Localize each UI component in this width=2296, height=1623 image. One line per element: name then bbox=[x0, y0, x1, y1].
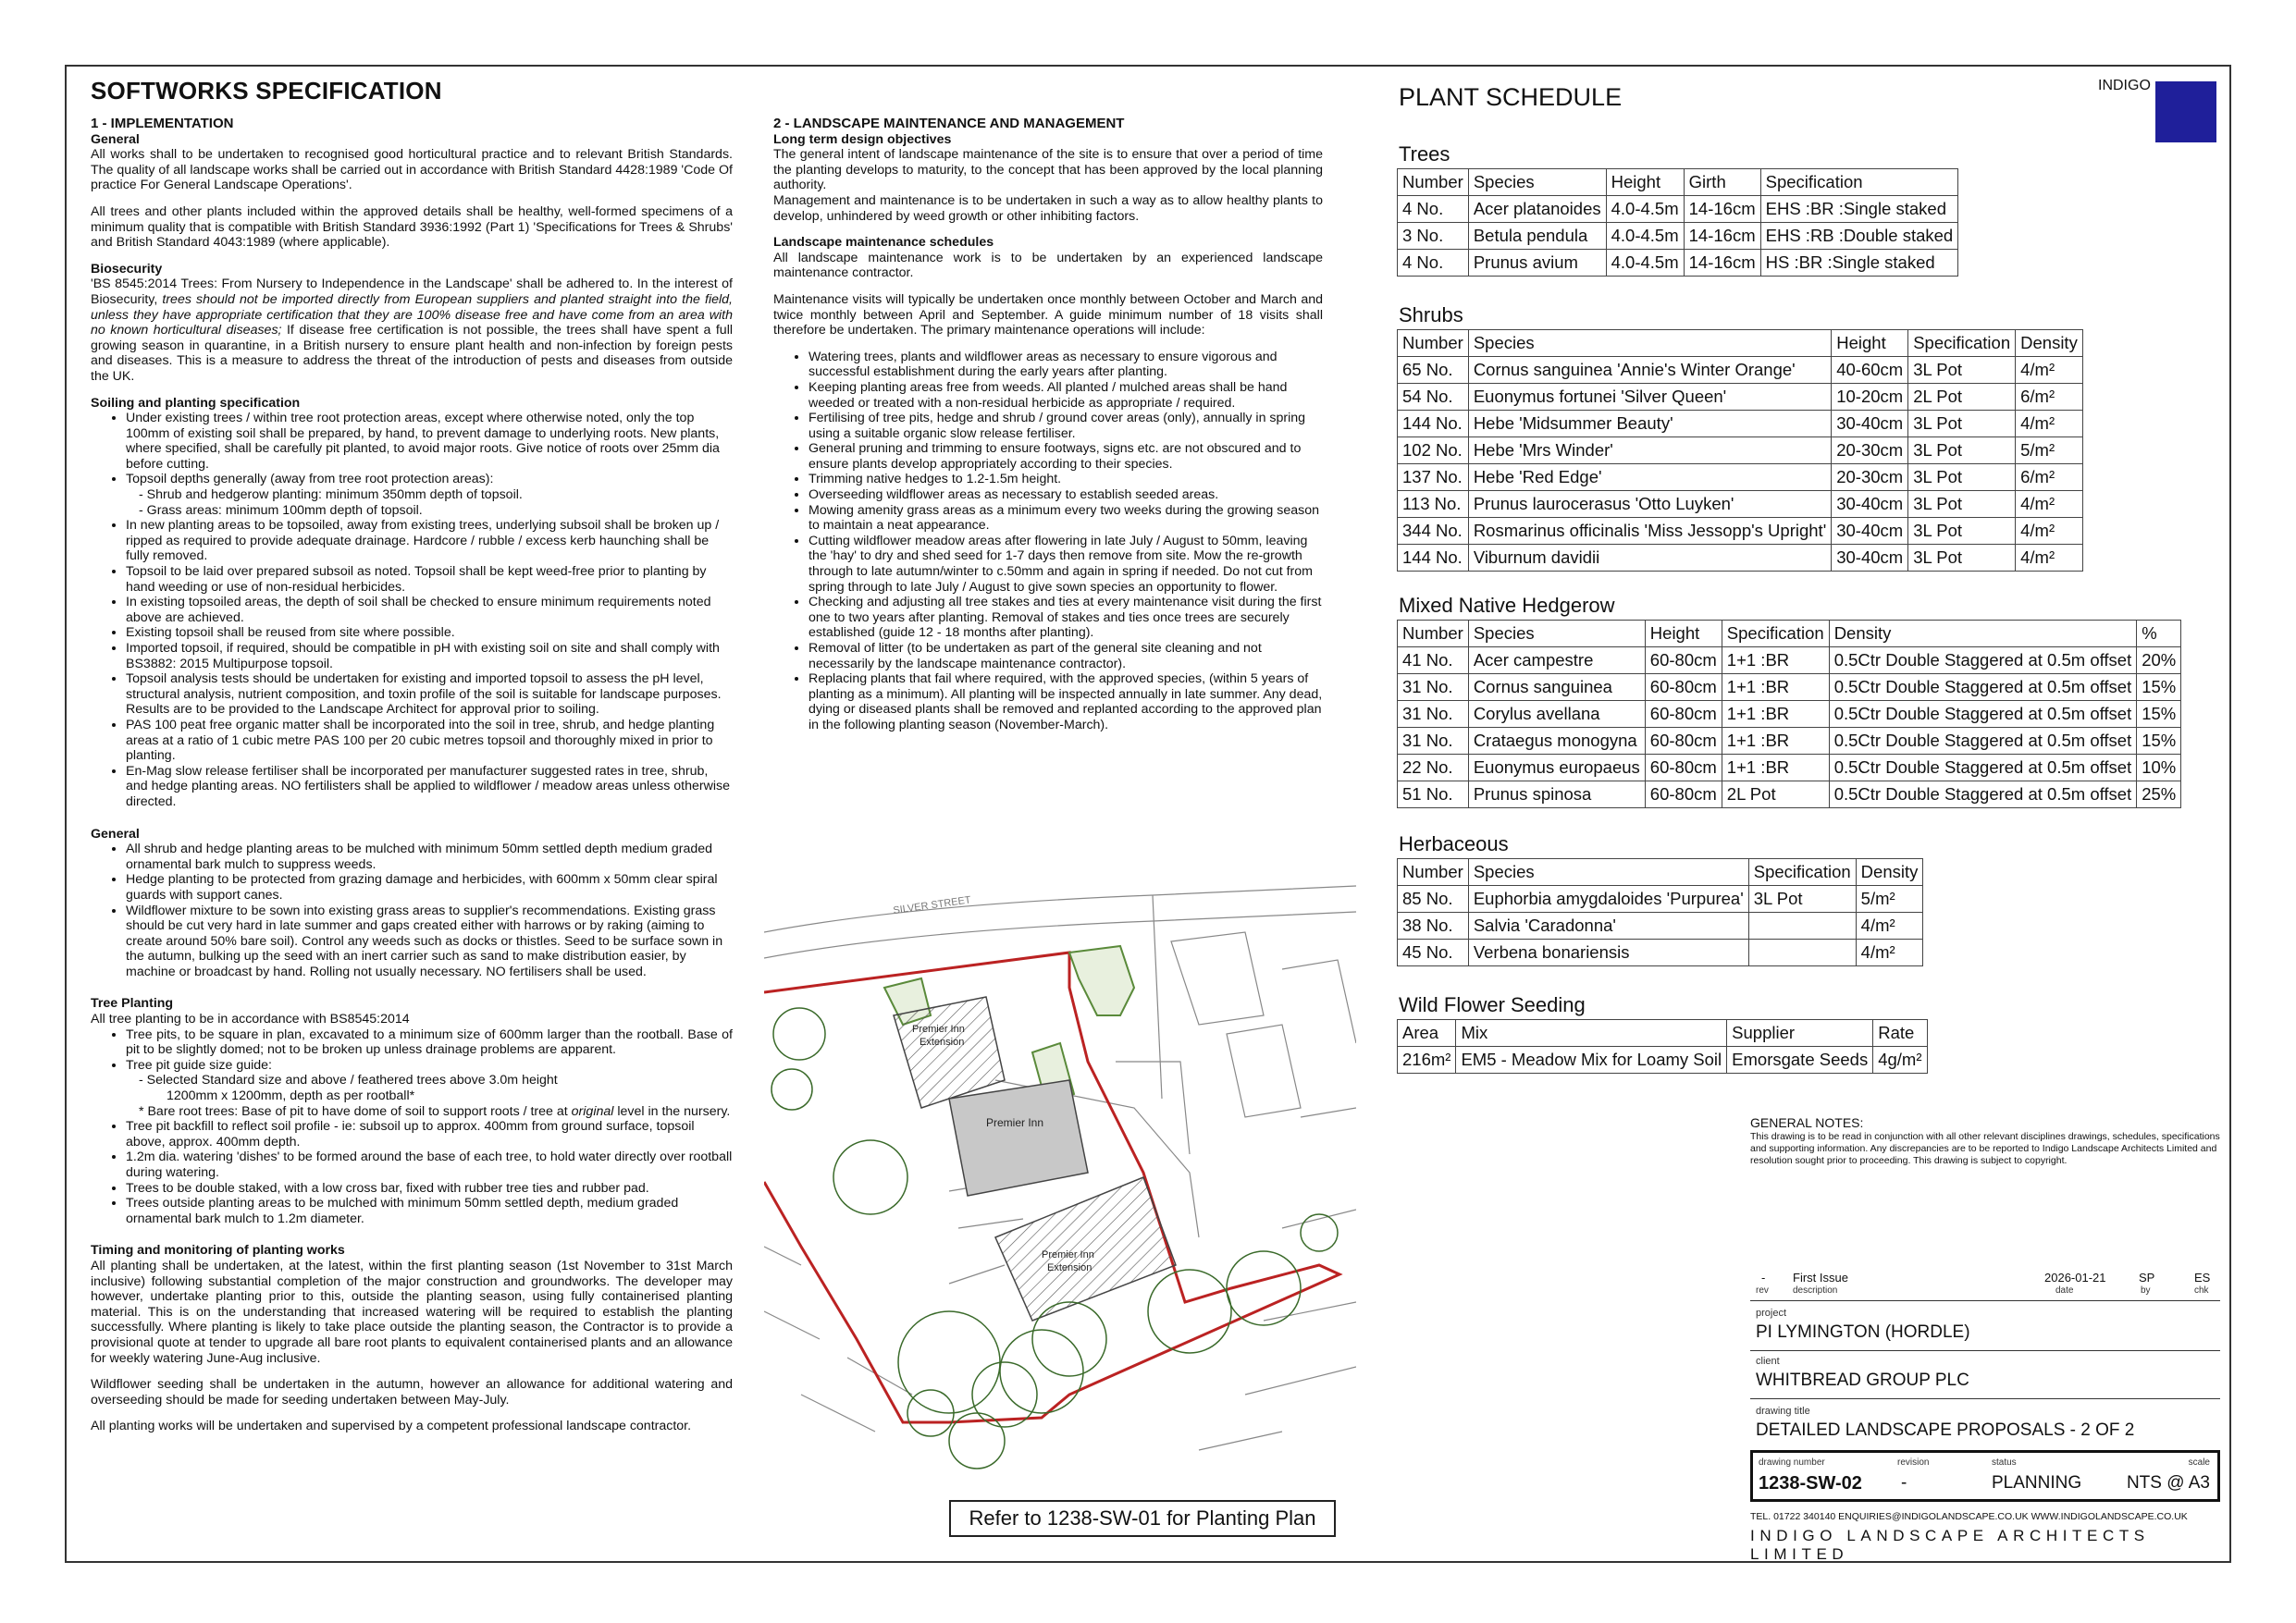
contact-line: TEL. 01722 340140 ENQUIRIES@INDIGOLANDSCAPE.CO.UK WWW.INDIGOLANDSCAPE.CO.UK bbox=[1750, 1511, 2188, 1522]
maintenance-paragraph-2: Maintenance visits will typically be undertaken once monthly between October and March and twice monthly between April and September. A guide minimum number of 18 visits shall therefore be undertaken. The primary maintenance operations will include: bbox=[773, 291, 1323, 338]
table-cell: 4/m² bbox=[2016, 491, 2083, 518]
table-cell: Area bbox=[1398, 1020, 1456, 1047]
table-cell: Species bbox=[1468, 169, 1606, 196]
table-cell: 4/m² bbox=[2016, 545, 2083, 572]
list-item: • Topsoil depths generally (away from tree root protection areas): - Shrub and hedgerow planting: minimum 350mm depth of topsoil. - Grass areas: minimum 100mm depth of topsoil. bbox=[126, 472, 733, 518]
table-row bbox=[1398, 357, 2083, 384]
hedgerow-title: Mixed Native Hedgerow bbox=[1399, 594, 1615, 617]
table-cell: 31 No. bbox=[1398, 701, 1469, 728]
table-cell: 4/m² bbox=[1856, 940, 1923, 966]
heading-maintenance-schedules: Landscape maintenance schedules bbox=[773, 235, 994, 251]
list-item: • Keeping planting areas free from weeds. All planted / mulched areas shall be hand weeded or treated with a non-residual herbicide as appropriate / required. bbox=[809, 380, 1323, 411]
table-cell: 85 No. bbox=[1398, 886, 1469, 913]
table-cell: 1+1 :BR bbox=[1722, 755, 1829, 781]
general-notes bbox=[1750, 1117, 2220, 1167]
table-cell: 60-80cm bbox=[1645, 647, 1722, 674]
table-row bbox=[1398, 728, 2181, 755]
trees-title: Trees bbox=[1399, 142, 1450, 166]
table-cell: Specification bbox=[1722, 621, 1829, 647]
table-cell: 20-30cm bbox=[1832, 464, 1908, 491]
heading-tree-planting: Tree Planting bbox=[91, 996, 174, 1012]
table-row bbox=[1398, 940, 1923, 966]
list-item: • Imported topsoil, if required, should be compatible in pH with existing soil on site and shall comply with BS3882: 2015 Multipurpose topsoil. bbox=[126, 641, 733, 671]
table-header-row bbox=[1398, 169, 1958, 196]
table-cell: 22 No. bbox=[1398, 755, 1469, 781]
shrubs-title: Shrubs bbox=[1399, 303, 1463, 326]
table-cell: Density bbox=[2016, 330, 2083, 357]
list-item: • PAS 100 peat free organic matter shall be incorporated into the soil in tree, shrub, and hedge planting areas at a ratio of 1 cubic metre PAS 100 per 20 cubic metres topsoil and thoroughly mixed in prior to planting. bbox=[126, 718, 733, 764]
timing-paragraph-2: Wildflower seeding shall be undertaken in the autumn, however an allowance for additional watering and overseeding should be made for seeding undertaken between May-July. bbox=[91, 1377, 733, 1408]
table-cell: 45 No. bbox=[1398, 940, 1469, 966]
table-cell: Height bbox=[1606, 169, 1684, 196]
table-cell: 0.5Ctr Double Staggered at 0.5m offset bbox=[1829, 728, 2137, 755]
general-paragraph-1: All works shall to be undertaken to recognised good horticultural practice and to relevant British Standards. The quality of all landscape works shall be carried out in accordance with British Standard 4428:1989 'Code Of practice For General Landscape Operations'. bbox=[91, 147, 733, 193]
table-cell: Hebe 'Red Edge' bbox=[1468, 464, 1831, 491]
table-cell: Cornus sanguinea 'Annie's Winter Orange' bbox=[1468, 357, 1831, 384]
heading-timing: Timing and monitoring of planting works bbox=[91, 1243, 345, 1259]
table-cell: 60-80cm bbox=[1645, 674, 1722, 701]
table-cell: Emorsgate Seeds bbox=[1727, 1047, 1873, 1074]
table-cell: Specification bbox=[1760, 169, 1958, 196]
section-heading-maintenance: 2 - LANDSCAPE MAINTENANCE AND MANAGEMENT bbox=[773, 116, 1125, 131]
table-cell: 3L Pot bbox=[1908, 437, 2016, 464]
table-cell: 60-80cm bbox=[1645, 701, 1722, 728]
timing-paragraph-3: All planting works will be undertaken and supervised by a competent professional landscape contractor. bbox=[91, 1419, 692, 1434]
table-cell: Salvia 'Caradonna' bbox=[1468, 913, 1748, 940]
building-label: Premier Inn bbox=[1042, 1249, 1094, 1260]
table-cell: Betula pendula bbox=[1468, 223, 1606, 250]
tree-list bbox=[91, 1027, 733, 1227]
table-row bbox=[1398, 701, 2181, 728]
table-cell: EHS :RB :Double staked bbox=[1760, 223, 1958, 250]
table-cell: Species bbox=[1468, 330, 1831, 357]
table-cell: 2L Pot bbox=[1722, 781, 1829, 808]
table-cell: 38 No. bbox=[1398, 913, 1469, 940]
table-cell: 25% bbox=[2137, 781, 2181, 808]
section-heading-implementation: 1 - IMPLEMENTATION bbox=[91, 116, 234, 131]
notes-heading: GENERAL NOTES: bbox=[1750, 1115, 1864, 1130]
table-cell: Verbena bonariensis bbox=[1468, 940, 1748, 966]
table-cell: 1+1 :BR bbox=[1722, 701, 1829, 728]
trees-table bbox=[1397, 168, 1958, 277]
table-row bbox=[1398, 196, 1958, 223]
table-cell: Euphorbia amygdaloides 'Purpurea' bbox=[1468, 886, 1748, 913]
list-item: • Fertilising of tree pits, hedge and shrub / ground cover areas (only), annually in spring using a suitable organic slow release fertiliser. bbox=[809, 411, 1323, 441]
list-item: • Overseeding wildflower areas as necessary to establish seeded areas. bbox=[809, 487, 1323, 503]
table-cell: Crataegus monogyna bbox=[1468, 728, 1645, 755]
site-plan bbox=[764, 877, 1356, 1487]
table-row bbox=[1398, 437, 2083, 464]
logo-square bbox=[2155, 81, 2216, 142]
table-cell: Viburnum davidii bbox=[1468, 545, 1831, 572]
table-cell: Girth bbox=[1684, 169, 1760, 196]
table-cell: 3L Pot bbox=[1748, 886, 1856, 913]
table-cell: 0.5Ctr Double Staggered at 0.5m offset bbox=[1829, 755, 2137, 781]
heading-general: General bbox=[91, 131, 140, 147]
table-cell: Height bbox=[1832, 330, 1908, 357]
table-row bbox=[1398, 674, 2181, 701]
table-cell: 1+1 :BR bbox=[1722, 728, 1829, 755]
list-item: • 1.2m dia. watering 'dishes' to be formed around the base of each tree, to hold water directly over rootball during watering. bbox=[126, 1150, 733, 1180]
table-cell: 1+1 :BR bbox=[1722, 647, 1829, 674]
company-name: INDIGO LANDSCAPE ARCHITECTS LIMITED bbox=[1750, 1527, 2150, 1563]
maintenance-list bbox=[773, 350, 1323, 733]
table-cell: 137 No. bbox=[1398, 464, 1469, 491]
building-label: Premier Inn bbox=[912, 1024, 965, 1035]
tree-intro: All tree planting to be in accordance with BS8545:2014 bbox=[91, 1012, 410, 1027]
table-cell: 60-80cm bbox=[1645, 728, 1722, 755]
street-label: SILVER STREET bbox=[892, 894, 972, 916]
list-item: • Topsoil analysis tests should be undertaken for existing and imported topsoil to assess the pH level, structural analysis, nutrient composition, and toxin profile of the soil is suitable for landscape purposes. Results are to be provided to the Landscape Architect for approval prior to soiling. bbox=[126, 671, 733, 718]
table-cell: 15% bbox=[2137, 674, 2181, 701]
list-item: • Checking and adjusting all tree stakes and ties at every maintenance visit during the first one to two years after planting. Removal of stakes and ties once trees are securely established (guide 12 - 18 months after planting). bbox=[809, 595, 1323, 641]
biosecurity-paragraph: 'BS 8545:2014 Trees: From Nursery to Independence in the Landscape' shall be adhered to. In the interest of Biosecurity, trees should not be imported directly from European suppliers and planted straight into the field, unless they have appropriate certification that they are 100% disease free and have come from an area with no known horticultural diseases; If disease free certification is not possible, the trees shall have spent a full growing season in quarantine, in a British nursery to ensure plant health and non-infection by foreign pests and diseases. This is a measure to address the threat of the introduction of pests and diseases from outside the UK. bbox=[91, 277, 733, 384]
table-cell: Number bbox=[1398, 330, 1469, 357]
table-cell: Species bbox=[1468, 621, 1645, 647]
table-cell: Cornus sanguinea bbox=[1468, 674, 1645, 701]
table-row bbox=[1398, 411, 2083, 437]
table-cell: 102 No. bbox=[1398, 437, 1469, 464]
table-row bbox=[1398, 886, 1923, 913]
table-cell: Height bbox=[1645, 621, 1722, 647]
table-cell: 2L Pot bbox=[1908, 384, 2016, 411]
table-cell: 4/m² bbox=[1856, 913, 1923, 940]
long-term-paragraph-1: The general intent of landscape maintenance of the site is to ensure that over a period of time the planting develops to maturity, to the concept that has been approved by the local planning authority. bbox=[773, 147, 1323, 193]
table-cell: 3L Pot bbox=[1908, 491, 2016, 518]
list-item: • General pruning and trimming to ensure footways, signs etc. are not obscured and to ensure plants develop appropriately according to their species. bbox=[809, 441, 1323, 472]
table-cell: 15% bbox=[2137, 728, 2181, 755]
table-cell: Hebe 'Midsummer Beauty' bbox=[1468, 411, 1831, 437]
table-cell: 0.5Ctr Double Staggered at 0.5m offset bbox=[1829, 647, 2137, 674]
table-cell: Mix bbox=[1456, 1020, 1727, 1047]
shrubs-table bbox=[1397, 329, 2083, 572]
table-cell: 0.5Ctr Double Staggered at 0.5m offset bbox=[1829, 701, 2137, 728]
table-header-row bbox=[1398, 330, 2083, 357]
table-cell: 0.5Ctr Double Staggered at 0.5m offset bbox=[1829, 781, 2137, 808]
maintenance-paragraph-1: All landscape maintenance work is to be undertaken by an experienced landscape maintenance contractor. bbox=[773, 250, 1323, 281]
list-item: • Tree pit guide size guide: - Selected Standard size and above / feathered trees above 3.0m height 1200mm x 1200mm, depth as per rootball* * Bare root trees: Base of pit to have dome of soil to support roots / tree at original level in the nursery. bbox=[126, 1058, 733, 1119]
table-cell: 5/m² bbox=[1856, 886, 1923, 913]
general-paragraph-2: All trees and other plants included within the approved details shall be healthy, well-formed specimens of a minimum quality that is compatible with British Standard 3936:1992 (Part 1) 'Specifications for Trees & Shrubs' and British Standard 4043:1989 (where applicable). bbox=[91, 203, 733, 251]
drawing-number-box: drawing number 1238-SW-02 revision - status PLANNING scale NTS @ A3 bbox=[1750, 1450, 2220, 1502]
list-item: • Trees to be double staked, with a low cross bar, fixed with rubber tree ties and rubber pad. bbox=[126, 1181, 733, 1197]
table-cell: Species bbox=[1468, 859, 1748, 886]
table-row bbox=[1398, 913, 1923, 940]
list-item: • Tree pits, to be square in plan, excavated to a minimum size of 600mm larger than the rootball. Base of pit to be slightly domed; not to be broken up unless drainage problems are apparent. bbox=[126, 1027, 733, 1058]
list-item: • Tree pit backfill to reflect soil profile - ie: subsoil up to approx. 400mm from ground surface, topsoil above, approx. 400mm depth. bbox=[126, 1119, 733, 1150]
table-cell: Number bbox=[1398, 169, 1469, 196]
table-cell: 31 No. bbox=[1398, 674, 1469, 701]
table-cell: 4 No. bbox=[1398, 250, 1469, 277]
list-item: • En-Mag slow release fertiliser shall be incorporated per manufacturer suggested rates in tree, shrub, and hedge planting areas. NO fertilisters shall be applied to wildflower / meadow areas unless otherwise directed. bbox=[126, 764, 733, 810]
table-row bbox=[1398, 1047, 1928, 1074]
table-cell: 14-16cm bbox=[1684, 250, 1760, 277]
revision-row: - rev First Issue description 2026-01-21 date SP by ES chk bbox=[1750, 1269, 2220, 1301]
table-cell: 216m² bbox=[1398, 1047, 1456, 1074]
table-row bbox=[1398, 464, 2083, 491]
table-header-row bbox=[1398, 1020, 1928, 1047]
table-cell: 20-30cm bbox=[1832, 437, 1908, 464]
table-cell: 3L Pot bbox=[1908, 518, 2016, 545]
list-item: • Wildflower mixture to be sown into existing grass areas to supplier's recommendations. Existing grass should be cut very hard in late summer and gaps created either with harrows or by raking (aiming to create around 50% bare soil). Control any weeds such as docks or thistles. Seed to be surface sown in the autumn, bulking up the seed with an inert carrier such as sand to make distribution easier, by machine or broadcast by hand. Rolling not usually necessary. NO fertilisers shall be used. bbox=[126, 904, 733, 980]
table-cell: Number bbox=[1398, 859, 1469, 886]
heading-biosecurity: Biosecurity bbox=[91, 261, 163, 277]
table-cell: Acer campestre bbox=[1468, 647, 1645, 674]
table-cell: 3L Pot bbox=[1908, 545, 2016, 572]
drawing-title-field: drawing title DETAILED LANDSCAPE PROPOSALS - 2 OF 2 bbox=[1756, 1406, 2135, 1440]
spec-column-1 bbox=[91, 117, 733, 1434]
table-cell: Rate bbox=[1873, 1020, 1927, 1047]
table-cell: 0.5Ctr Double Staggered at 0.5m offset bbox=[1829, 674, 2137, 701]
table-cell: Number bbox=[1398, 621, 1469, 647]
spec-title: SOFTWORKS SPECIFICATION bbox=[91, 77, 442, 105]
table-cell: 113 No. bbox=[1398, 491, 1469, 518]
hedgerow-table bbox=[1397, 620, 2181, 808]
table-cell: HS :BR :Single staked bbox=[1760, 250, 1958, 277]
table-row bbox=[1398, 755, 2181, 781]
table-cell: 40-60cm bbox=[1832, 357, 1908, 384]
table-cell: 4.0-4.5m bbox=[1606, 223, 1684, 250]
table-cell: 60-80cm bbox=[1645, 781, 1722, 808]
table-cell: 144 No. bbox=[1398, 545, 1469, 572]
soiling-list bbox=[91, 411, 733, 809]
table-cell: 30-40cm bbox=[1832, 411, 1908, 437]
table-cell: Corylus avellana bbox=[1468, 701, 1645, 728]
list-item: • Removal of litter (to be undertaken as part of the general site cleaning and not necessarily by the landscape maintenance contractor). bbox=[809, 641, 1323, 671]
table-cell: Hebe 'Mrs Winder' bbox=[1468, 437, 1831, 464]
table-cell: Prunus laurocerasus 'Otto Luyken' bbox=[1468, 491, 1831, 518]
table-header-row bbox=[1398, 621, 2181, 647]
table-cell bbox=[1748, 940, 1856, 966]
list-item: • Under existing trees / within tree root protection areas, except where otherwise noted, only the top 100mm of existing soil shall be prepared, by hand, to prevent damage to underlying roots. New plants, where specified, shall be carefully pit planted, to avoid major roots. Give notice of roots over 25mm dia before cutting. bbox=[126, 411, 733, 472]
project-field: project PI LYMINGTON (HORDLE) bbox=[1750, 1306, 2220, 1351]
wildflower-title: Wild Flower Seeding bbox=[1399, 993, 1586, 1016]
table-cell: 4/m² bbox=[2016, 411, 2083, 437]
table-cell: Density bbox=[1829, 621, 2137, 647]
table-row bbox=[1398, 384, 2083, 411]
table-cell: 15% bbox=[2137, 701, 2181, 728]
table-cell: 6/m² bbox=[2016, 464, 2083, 491]
table-cell: 4.0-4.5m bbox=[1606, 196, 1684, 223]
herbaceous-table bbox=[1397, 858, 1923, 966]
table-cell: 4/m² bbox=[2016, 518, 2083, 545]
table-cell: 10% bbox=[2137, 755, 2181, 781]
table-cell: 30-40cm bbox=[1832, 491, 1908, 518]
table-header-row bbox=[1398, 859, 1923, 886]
table-cell: Rosmarinus officinalis 'Miss Jessopp's Upright' bbox=[1468, 518, 1831, 545]
wildflower-table bbox=[1397, 1019, 1928, 1074]
heading-soiling: Soiling and planting specification bbox=[91, 395, 301, 411]
heading-general-2: General bbox=[91, 826, 140, 842]
table-cell: Density bbox=[1856, 859, 1923, 886]
table-cell: 344 No. bbox=[1398, 518, 1469, 545]
table-cell: Euonymus fortunei 'Silver Queen' bbox=[1468, 384, 1831, 411]
table-cell: 14-16cm bbox=[1684, 223, 1760, 250]
plant-schedule-title: PLANT SCHEDULE bbox=[1399, 83, 1623, 111]
table-cell: EM5 - Meadow Mix for Loamy Soil bbox=[1456, 1047, 1727, 1074]
table-row bbox=[1398, 545, 2083, 572]
table-cell: 6/m² bbox=[2016, 384, 2083, 411]
building-label: Extension bbox=[1047, 1262, 1092, 1273]
table-cell: 5/m² bbox=[2016, 437, 2083, 464]
table-cell: 1+1 :BR bbox=[1722, 674, 1829, 701]
table-row bbox=[1398, 781, 2181, 808]
table-cell: 3 No. bbox=[1398, 223, 1469, 250]
timing-paragraph-1: All planting shall be undertaken, at the latest, within the first planting season (1st November to 31st March inclusive) following substantial completion of the major construction and groundworks. The developer may however, undertake planting prior to this, outside the planting season, using fully containerised planting material. This is on the understanding that increased watering will be required to establish the planting successfully. Where planting is likely to take place outside the planting season, the Contractor is to provide a provisional quote at tender to upgrade all bare root plants to equivalent containerised plants and an allowance for weekly watering June-Aug inclusive. bbox=[91, 1258, 733, 1366]
refer-note: Refer to 1238-SW-01 for Planting Plan bbox=[949, 1500, 1336, 1537]
table-cell: 20% bbox=[2137, 647, 2181, 674]
herbaceous-title: Herbaceous bbox=[1399, 832, 1509, 855]
list-item: • Cutting wildflower meadow areas after flowering in late July / August to 50mm, leaving the 'hay' to dry and shed seed for 1-7 days then remove from site. Mow the re-growth through to late autumn/winter to c.50mm and again in spring if needed. Do not cut from spring through to late July / August to give sown species an opportunity to flower. bbox=[809, 534, 1323, 595]
table-cell: 3L Pot bbox=[1908, 464, 2016, 491]
list-item: • Topsoil to be laid over prepared subsoil as noted. Topsoil shall be kept weed-free prior to planting by hand weeding or use of non-residual herbicides. bbox=[126, 564, 733, 595]
table-cell: 14-16cm bbox=[1684, 196, 1760, 223]
table-cell: 30-40cm bbox=[1832, 518, 1908, 545]
table-cell: 4.0-4.5m bbox=[1606, 250, 1684, 277]
table-cell: 4 No. bbox=[1398, 196, 1469, 223]
building-label: Extension bbox=[920, 1037, 965, 1048]
spec-column-2 bbox=[773, 117, 1323, 733]
table-cell: 30-40cm bbox=[1832, 545, 1908, 572]
table-cell: 144 No. bbox=[1398, 411, 1469, 437]
table-cell: Prunus spinosa bbox=[1468, 781, 1645, 808]
table-cell: Prunus avium bbox=[1468, 250, 1606, 277]
list-item: • Replacing plants that fail where required, with the approved species, (within 5 years of planting as a minimum). All planting will be inspected annually in late summer. Any dead, dying or diseased plants shall be removed and replanted according to the approved plan in the following planting season (November-March). bbox=[809, 671, 1323, 732]
table-row bbox=[1398, 250, 1958, 277]
table-cell: 10-20cm bbox=[1832, 384, 1908, 411]
list-item: • Existing topsoil shall be reused from site where possible. bbox=[126, 625, 733, 641]
client-field: client WHITBREAD GROUP PLC bbox=[1750, 1354, 2220, 1399]
list-item: • Trimming native hedges to 1.2-1.5m height. bbox=[809, 472, 1323, 487]
notes-text: This drawing is to be read in conjunction with all other relevant disciplines drawings, schedules, specifications and supporting information. Any discrepancies are to be reported to Indigo Landscape Architects Limited and resolution sought prior to proceeding. This drawing is subject to copyright. bbox=[1750, 1131, 2220, 1166]
table-cell: EHS :BR :Single staked bbox=[1760, 196, 1958, 223]
table-row bbox=[1398, 518, 2083, 545]
table-cell: 4/m² bbox=[2016, 357, 2083, 384]
table-cell: % bbox=[2137, 621, 2181, 647]
heading-long-term: Long term design objectives bbox=[773, 131, 952, 147]
table-cell: Acer platanoides bbox=[1468, 196, 1606, 223]
table-cell: 31 No. bbox=[1398, 728, 1469, 755]
table-cell: Specification bbox=[1908, 330, 2016, 357]
list-item: • In existing topsoiled areas, the depth of soil shall be checked to ensure minimum requirements noted above are achieved. bbox=[126, 595, 733, 625]
table-cell: 4g/m² bbox=[1873, 1047, 1927, 1074]
table-cell: 41 No. bbox=[1398, 647, 1469, 674]
list-item: • In new planting areas to be topsoiled, away from existing trees, underlying subsoil shall be broken up / ripped as required to provide adequate drainage. Hardcore / rubble / excess kerb haunching shall be fully removed. bbox=[126, 518, 733, 564]
table-cell: 3L Pot bbox=[1908, 411, 2016, 437]
table-cell: Supplier bbox=[1727, 1020, 1873, 1047]
table-cell: 3L Pot bbox=[1908, 357, 2016, 384]
table-row bbox=[1398, 491, 2083, 518]
logo-text: INDIGO bbox=[2098, 78, 2151, 93]
table-cell: 54 No. bbox=[1398, 384, 1469, 411]
table-cell bbox=[1748, 913, 1856, 940]
list-item: • Trees outside planting areas to be mulched with minimum 50mm settled depth, medium graded ornamental bark mulch to 1.2m diameter. bbox=[126, 1196, 733, 1226]
list-item: • Hedge planting to be protected from grazing damage and herbicides, with 600mm x 50mm clear spiral guards with support canes. bbox=[126, 872, 733, 903]
list-item: • All shrub and hedge planting areas to be mulched with minimum 50mm settled depth medium graded ornamental bark mulch to suppress weeds. bbox=[126, 842, 733, 872]
general-list bbox=[91, 842, 733, 979]
table-cell: Specification bbox=[1748, 859, 1856, 886]
list-item: • Watering trees, plants and wildflower areas as necessary to ensure vigorous and successful establishment during the early years after planting. bbox=[809, 350, 1323, 380]
table-cell: 65 No. bbox=[1398, 357, 1469, 384]
long-term-paragraph-2: Management and maintenance is to be undertaken in such a way as to allow healthy plants to develop, unhindered by weed growth or other inhibiting factors. bbox=[773, 192, 1323, 224]
table-cell: 51 No. bbox=[1398, 781, 1469, 808]
list-item: • Mowing amenity grass areas as a minimum every two weeks during the growing season to maintain a neat appearance. bbox=[809, 503, 1323, 534]
table-row bbox=[1398, 647, 2181, 674]
table-cell: Euonymus europaeus bbox=[1468, 755, 1645, 781]
table-row bbox=[1398, 223, 1958, 250]
building-label: Premier Inn bbox=[986, 1116, 1044, 1129]
table-cell: 60-80cm bbox=[1645, 755, 1722, 781]
